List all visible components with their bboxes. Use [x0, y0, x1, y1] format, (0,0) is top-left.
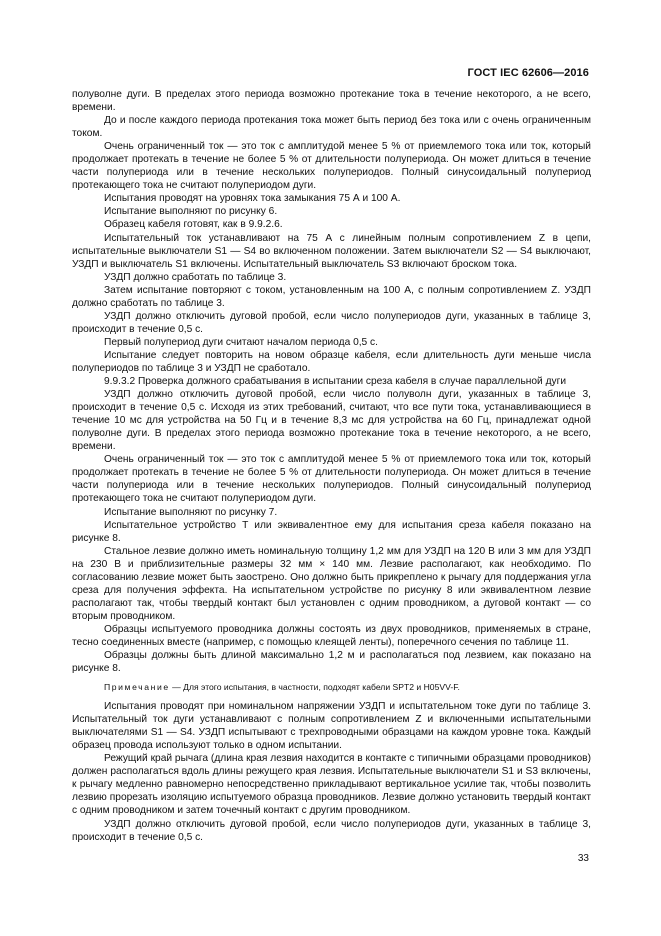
- paragraph: Стальное лезвие должно иметь номинальную толщину 1,2 мм для УЗДП на 120 В или 3 мм для УЗДП на 230 В и приблизительные размеры 32 мм × 140 мм. Лезвие располагают, как необходимо. По согласованию лезвие может быть заострено. Оно должно быть прикреплено к рычагу для поддержания угла среза для получения эффекта. На испытательном устройстве по рисунку 8 или эквивалентном лезвие располагают так, чтобы твердый контакт был установлен с одним проводником, а дуговой контакт — со вторым проводником.: [72, 545, 591, 622]
- paragraph: Очень ограниченный ток — это ток с амплитудой менее 5 % от приемлемого тока или ток, который продолжает протекать в течение не более 5 % от длительности полупериода. Он может длиться в течение части полупериода или в течение нескольких полупериодов. Полный синусоидальный полупериод протекающего тока не считают полупериодом дуги.: [72, 141, 591, 192]
- note: [72, 682, 591, 693]
- paragraph: Испытательный ток устанавливают на 75 А с линейным полным сопротивлением Z в цепи, испытательные выключатели S1 — S4 во включенном положении. Затем выключатели S2 — S4 выключают, УЗДП и выключатель S1 включены. Испытательный выключатель S3 включают броском тока.: [72, 232, 591, 270]
- paragraph: До и после каждого периода протекания тока может быть период без тока или с очень ограниченным током.: [72, 115, 591, 140]
- paragraph: полуволне дуги. В пределах этого периода возможно протекание тока в течение некоторого, а не всего, времени.: [72, 89, 591, 114]
- paragraph: Образцы испытуемого проводника должны состоять из двух проводников, применяемых в стране, тесно соединенных вместе (например, с помощью клеящей ленты), поперечного сечения по таблице 11.: [72, 623, 591, 648]
- note-label: Примечание: [104, 682, 170, 693]
- paragraph: УЗДП должно отключить дуговой пробой, если число полуволн дуги, указанных в таблице 3, происходит в течение 0,5 с. Исходя из этих требований, считают, что все пути тока, устанавливающиеся в течение 10 мс для устройства на 50 Гц и в течение 8,3 мс для устройства на 60 Гц, принадлежат одной полуволне дуги. В пределах этого периода возможно протекание тока в течение некоторого, а не всего, времени.: [72, 389, 591, 453]
- paragraph: Образец кабеля готовят, как в 9.9.2.6.: [104, 219, 283, 231]
- paragraph: Испытания проводят при номинальном напряжении УЗДП и испытательном токе дуги по таблице 3. Испытательный ток дуги устанавливают с полным сопротивлением Z и включенными испытательными выключателями S1 — S4. УЗДП испытывают с трехпроводными образцами на каждом уровне тока. Каждый образец провода используют только в одном испытании.: [72, 701, 591, 752]
- page-number: 33: [577, 853, 589, 864]
- paragraph: УЗДП должно сработать по таблице 3.: [104, 271, 287, 283]
- document-header: ГОСТ IEC 62606—2016: [467, 67, 589, 79]
- paragraph: Образцы должны быть длиной максимально 1,2 м и располагаться под лезвием, как показано на рисунке 8.: [72, 650, 591, 675]
- paragraph: Затем испытание повторяют с током, установленным на 100 А, с полным сопротивлением Z. УЗДП должно сработать по таблице 3.: [72, 284, 591, 309]
- paragraph: УЗДП должно отключить дуговой пробой, если число полупериодов дуги, указанных в таблице 3, происходит в течение 0,5 с.: [72, 310, 591, 335]
- paragraph: Испытательное устройство T или эквивалентное ему для испытания среза кабеля показано на рисунке 8.: [72, 519, 591, 544]
- note-text: — Для этого испытания, в частности, подходят кабели SPT2 и H05VV-F.: [169, 682, 460, 693]
- paragraph: Первый полупериод дуги считают началом периода 0,5 с.: [104, 336, 378, 348]
- paragraph: Очень ограниченный ток — это ток с амплитудой менее 5 % от приемлемого тока или ток, который продолжает протекать в течение не более 5 % от длительности полупериода. Он может длиться в течение части полупериода или в течение нескольких полупериодов. Полный синусоидальный полупериод протекающего тока не считают полупериодом дуги.: [72, 454, 591, 505]
- paragraph: Испытание следует повторить на новом образце кабеля, если длительность дуги меньше числа полупериодов по таблице 3 и УЗДП не сработало.: [72, 349, 591, 374]
- paragraph: Испытание выполняют по рисунку 7.: [104, 506, 278, 518]
- section-heading: 9.9.3.2 Проверка должного срабатывания в испытании среза кабеля в случае параллельной дуги: [104, 376, 567, 388]
- paragraph: УЗДП должно отключить дуговой пробой, если число полупериодов дуги, указанных в таблице 3, происходит в течение 0,5 с.: [72, 818, 591, 843]
- paragraph: Режущий край рычага (длина края лезвия находится в контакте с типичными образцами проводников) должен располагаться вдоль длины режущего края лезвия. Испытательные выключатели S1 и S3 включены, к рычагу медленно равномерно непосредственно прикладывают вертикальное усилие так, чтобы позволить лезвию прорезать изоляцию испытуемого образца проводников. Лезвие должно установить твердый контакт с одним проводником и затем точечный контакт с другим проводником.: [72, 753, 591, 817]
- paragraph: Испытания проводят на уровнях тока замыкания 75 А и 100 А.: [104, 193, 401, 205]
- paragraph: Испытание выполняют по рисунку 6.: [104, 206, 278, 218]
- document-body: [72, 88, 591, 844]
